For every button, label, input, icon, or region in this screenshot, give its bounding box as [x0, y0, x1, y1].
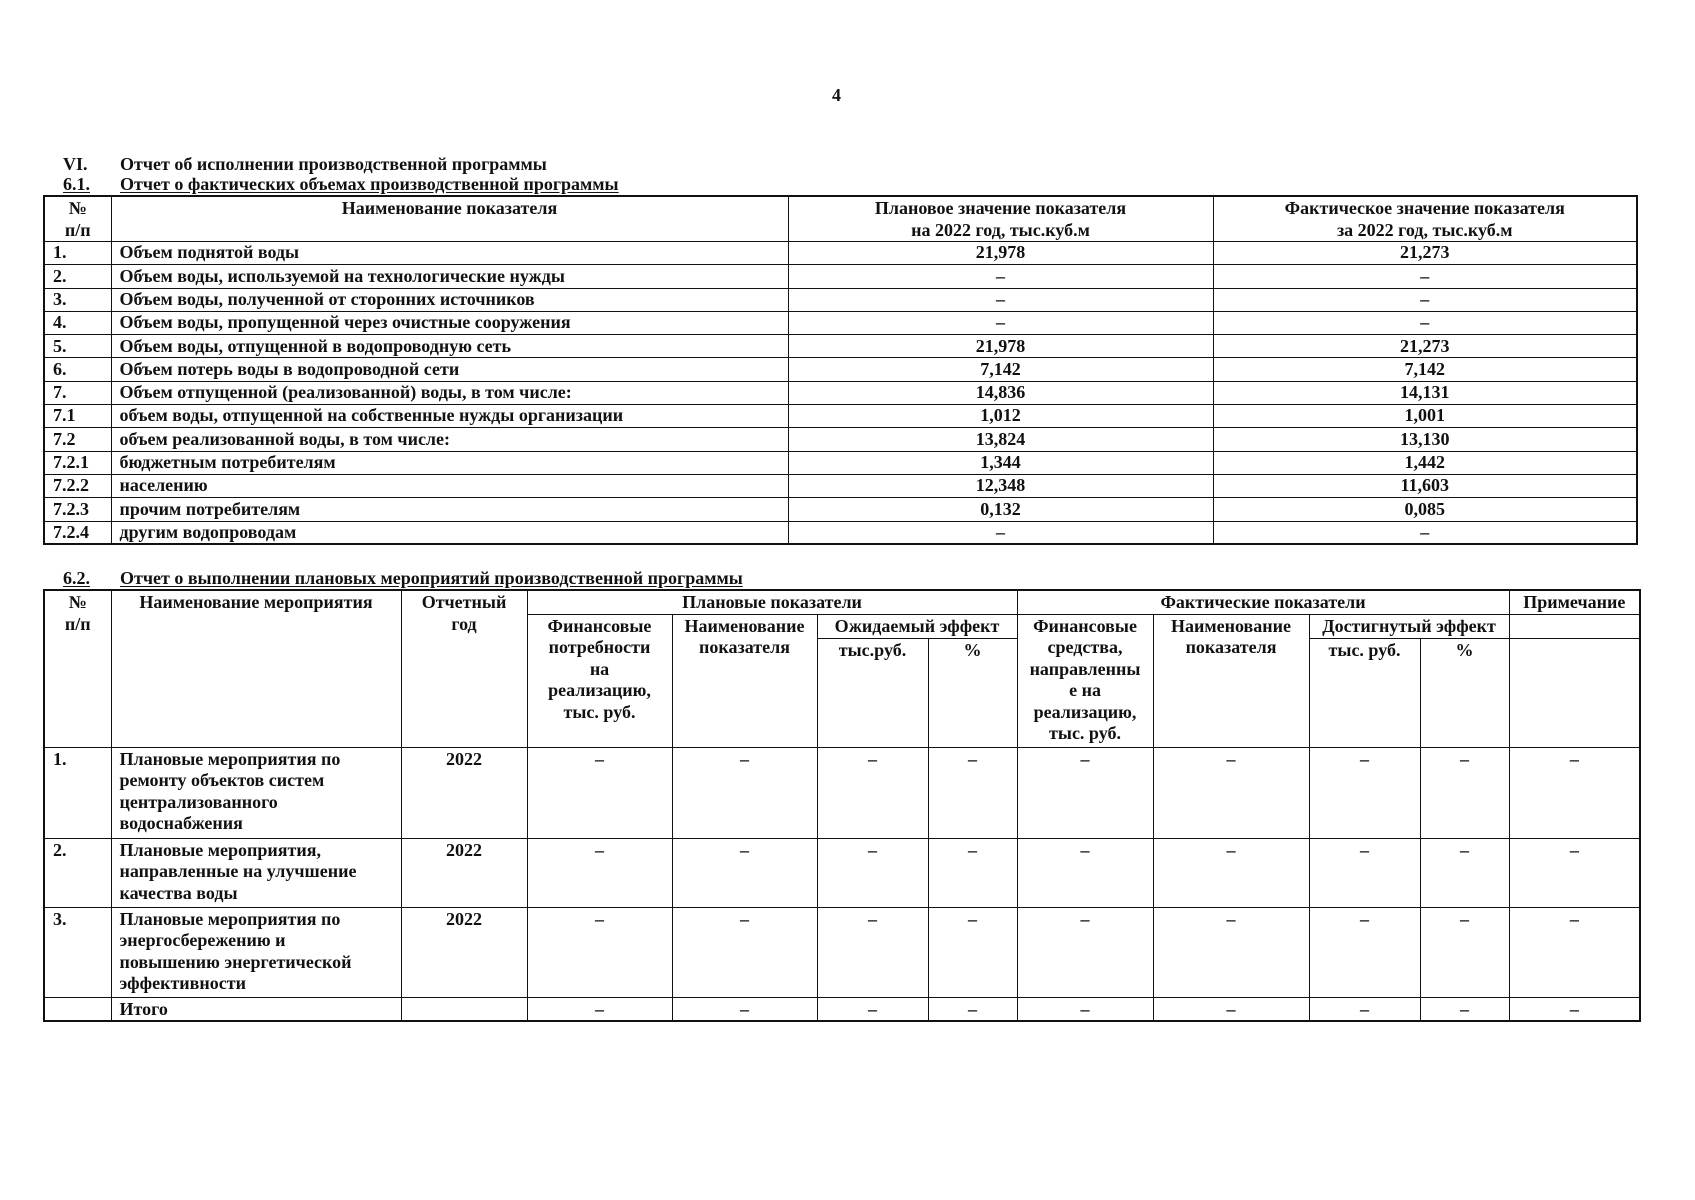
indicator-name-cell: Объем потерь воды в водопроводной сети — [111, 358, 788, 381]
fact-value-cell: 1,442 — [1213, 451, 1637, 474]
expected-effect-rub-cell: – — [817, 997, 928, 1021]
note-cell: – — [1509, 838, 1640, 907]
row-number-cell: 7. — [44, 381, 111, 404]
note-cell: – — [1509, 997, 1640, 1021]
fact-value-cell: 7,142 — [1213, 358, 1637, 381]
expected-effect-rub-header: тыс.руб. — [817, 638, 928, 747]
planned-indicator-name-cell: – — [672, 838, 817, 907]
fact-value-cell: – — [1213, 265, 1637, 288]
planned-financial-needs-header: Финансовые потребности на реализацию, тыс. руб. — [527, 614, 672, 747]
actual-indicators-header: Фактические показатели — [1017, 590, 1509, 614]
plan-value-cell: – — [788, 265, 1213, 288]
expected-effect-percent-cell: – — [928, 907, 1017, 997]
table-row — [44, 335, 1637, 358]
note-cell: – — [1509, 747, 1640, 838]
activity-number-header: № п/п — [44, 590, 111, 747]
table-row — [44, 311, 1637, 334]
row-number-cell: 6. — [44, 358, 111, 381]
note-cell: – — [1509, 907, 1640, 997]
row-number-cell: 7.2 — [44, 428, 111, 451]
section-6-2-number: 6.2. — [63, 568, 90, 588]
achieved-effect-rub-cell: – — [1309, 747, 1420, 838]
achieved-effect-rub-cell: – — [1309, 838, 1420, 907]
expected-effect-percent-cell: – — [928, 997, 1017, 1021]
fact-value-cell: 21,273 — [1213, 242, 1637, 265]
expected-effect-header: Ожидаемый эффект — [817, 614, 1017, 638]
achieved-effect-percent-cell: – — [1420, 907, 1509, 997]
expected-effect-rub-cell: – — [817, 907, 928, 997]
plan-value-cell: 21,978 — [788, 242, 1213, 265]
planned-indicator-name-cell: – — [672, 907, 817, 997]
fact-value-cell: 11,603 — [1213, 474, 1637, 497]
indicator-name-cell: Объем воды, отпущенной в водопроводную сеть — [111, 335, 788, 358]
note-header-blank — [1509, 614, 1640, 638]
plan-value-cell: 21,978 — [788, 335, 1213, 358]
actual-funds-cell: – — [1017, 907, 1153, 997]
indicator-name-cell: Объем воды, полученной от сторонних источников — [111, 288, 788, 311]
section-6-2-title: Отчет о выполнении плановых мероприятий производственной программы — [120, 568, 743, 588]
table-header-row — [44, 196, 1637, 242]
achieved-effect-rub-header: тыс. руб. — [1309, 638, 1420, 747]
total-row — [44, 997, 1640, 1021]
indicator-name-cell: объем воды, отпущенной на собственные нужды организации — [111, 405, 788, 428]
planned-financial-needs-cell: – — [527, 747, 672, 838]
note-header-blank — [1509, 638, 1640, 747]
plan-value-cell: – — [788, 311, 1213, 334]
table-row — [44, 265, 1637, 288]
plan-value-cell: 1,344 — [788, 451, 1213, 474]
plan-value-header: Плановое значение показателя на 2022 год, тыс.куб.м — [788, 196, 1213, 242]
expected-effect-percent-cell: – — [928, 747, 1017, 838]
indicator-name-cell: другим водопроводам — [111, 521, 788, 544]
fact-value-header: Фактическое значение показателя за 2022 год, тыс.куб.м — [1213, 196, 1637, 242]
actual-indicator-name-cell: – — [1153, 747, 1309, 838]
note-header: Примечание — [1509, 590, 1640, 614]
plan-value-cell: – — [788, 521, 1213, 544]
achieved-effect-rub-cell: – — [1309, 997, 1420, 1021]
report-year-cell: 2022 — [401, 838, 527, 907]
fact-value-cell: – — [1213, 521, 1637, 544]
production-volumes-table — [43, 195, 1638, 545]
page-number: 4 — [832, 85, 841, 105]
row-number-cell: 7.2.1 — [44, 451, 111, 474]
indicator-name-header: Наименование показателя — [111, 196, 788, 242]
table-row — [44, 358, 1637, 381]
report-year-header: Отчетный год — [401, 590, 527, 747]
table-row — [44, 381, 1637, 404]
activity-name-cell: Плановые мероприятия, направленные на улучшение качества воды — [111, 838, 401, 907]
table-row — [44, 474, 1637, 497]
planned-indicator-name-cell: – — [672, 747, 817, 838]
expected-effect-rub-cell: – — [817, 747, 928, 838]
activity-row — [44, 747, 1640, 838]
activity-row — [44, 907, 1640, 997]
achieved-effect-rub-cell: – — [1309, 907, 1420, 997]
activity-name-header: Наименование мероприятия — [111, 590, 401, 747]
indicator-name-cell: объем реализованной воды, в том числе: — [111, 428, 788, 451]
achieved-effect-percent-header: % — [1420, 638, 1509, 747]
section-vi-title: Отчет об исполнении производственной программы — [120, 154, 547, 174]
planned-financial-needs-cell: – — [527, 907, 672, 997]
achieved-effect-header: Достигнутый эффект — [1309, 614, 1509, 638]
actual-funds-cell: – — [1017, 838, 1153, 907]
achieved-effect-percent-cell: – — [1420, 997, 1509, 1021]
actual-indicator-name-header: Наименование показателя — [1153, 614, 1309, 747]
row-number-cell: 2. — [44, 265, 111, 288]
planned-indicator-name-header: Наименование показателя — [672, 614, 817, 747]
actual-indicator-name-cell: – — [1153, 907, 1309, 997]
activity-row — [44, 838, 1640, 907]
row-number-cell: 1. — [44, 242, 111, 265]
actual-indicator-name-cell: – — [1153, 838, 1309, 907]
plan-value-cell: 14,836 — [788, 381, 1213, 404]
table-row — [44, 288, 1637, 311]
actual-indicator-name-cell: – — [1153, 997, 1309, 1021]
row-number-header: № п/п — [44, 196, 111, 242]
row-number-cell: 5. — [44, 335, 111, 358]
planned-financial-needs-cell: – — [527, 838, 672, 907]
indicator-name-cell: бюджетным потребителям — [111, 451, 788, 474]
expected-effect-rub-cell: – — [817, 838, 928, 907]
indicator-name-cell: населению — [111, 474, 788, 497]
plan-value-cell: 12,348 — [788, 474, 1213, 497]
section-6-1-title: Отчет о фактических объемах производственной программы — [120, 174, 619, 194]
indicator-name-cell: Объем воды, пропущенной через очистные сооружения — [111, 311, 788, 334]
fact-value-cell: 0,085 — [1213, 498, 1637, 521]
table-row — [44, 498, 1637, 521]
table-row — [44, 451, 1637, 474]
plan-value-cell: 13,824 — [788, 428, 1213, 451]
activity-name-cell: Плановые мероприятия по ремонту объектов систем централизованного водоснабжения — [111, 747, 401, 838]
table-row — [44, 405, 1637, 428]
activity-number-cell: 3. — [44, 907, 111, 997]
activity-name-cell: Плановые мероприятия по энергосбережению и повышению энергетической эффективности — [111, 907, 401, 997]
plan-value-cell: – — [788, 288, 1213, 311]
plan-value-cell: 0,132 — [788, 498, 1213, 521]
activity-number-cell: 2. — [44, 838, 111, 907]
section-vi-number: VI. — [63, 154, 88, 174]
fact-value-cell: 14,131 — [1213, 381, 1637, 404]
table-header-row — [44, 590, 1640, 614]
table-row — [44, 242, 1637, 265]
indicator-name-cell: Объем воды, используемой на технологические нужды — [111, 265, 788, 288]
actual-funds-cell: – — [1017, 997, 1153, 1021]
actual-funds-header: Финансовые средства, направленны е на реализацию, тыс. руб. — [1017, 614, 1153, 747]
row-number-cell: 3. — [44, 288, 111, 311]
planned-indicator-name-cell: – — [672, 997, 817, 1021]
fact-value-cell: 1,001 — [1213, 405, 1637, 428]
planned-financial-needs-cell: – — [527, 997, 672, 1021]
indicator-name-cell: Объем поднятой воды — [111, 242, 788, 265]
report-year-cell: 2022 — [401, 747, 527, 838]
fact-value-cell: 21,273 — [1213, 335, 1637, 358]
activity-number-cell: 1. — [44, 747, 111, 838]
plan-value-cell: 1,012 — [788, 405, 1213, 428]
fact-value-cell: – — [1213, 288, 1637, 311]
expected-effect-percent-cell: – — [928, 838, 1017, 907]
plan-value-cell: 7,142 — [788, 358, 1213, 381]
table-row — [44, 428, 1637, 451]
row-number-cell: 7.2.4 — [44, 521, 111, 544]
total-label-cell: Итого — [111, 997, 401, 1021]
activity-number-cell — [44, 997, 111, 1021]
planned-activities-table — [43, 589, 1641, 1022]
achieved-effect-percent-cell: – — [1420, 747, 1509, 838]
row-number-cell: 4. — [44, 311, 111, 334]
fact-value-cell: – — [1213, 311, 1637, 334]
indicator-name-cell: прочим потребителям — [111, 498, 788, 521]
row-number-cell: 7.2.2 — [44, 474, 111, 497]
indicator-name-cell: Объем отпущенной (реализованной) воды, в том числе: — [111, 381, 788, 404]
fact-value-cell: 13,130 — [1213, 428, 1637, 451]
achieved-effect-percent-cell: – — [1420, 838, 1509, 907]
expected-effect-percent-header: % — [928, 638, 1017, 747]
row-number-cell: 7.1 — [44, 405, 111, 428]
table-row — [44, 521, 1637, 544]
section-6-1-number: 6.1. — [63, 174, 90, 194]
report-year-cell: 2022 — [401, 907, 527, 997]
actual-funds-cell: – — [1017, 747, 1153, 838]
report-year-cell — [401, 997, 527, 1021]
planned-indicators-header: Плановые показатели — [527, 590, 1017, 614]
row-number-cell: 7.2.3 — [44, 498, 111, 521]
